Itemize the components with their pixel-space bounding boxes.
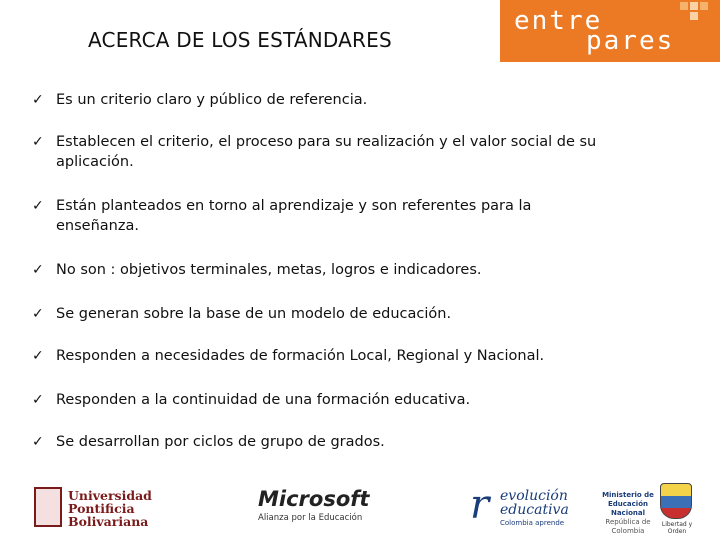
bullet-item xyxy=(32,132,602,172)
upb-shield-icon xyxy=(34,487,62,527)
revolucion-line2: educativa xyxy=(500,502,569,518)
bullet-text: Responden a necesidades de formación Local, Regional y Nacional. xyxy=(56,348,545,364)
bullet-text: No son : objetivos terminales, metas, logros e indicadores. xyxy=(56,262,482,278)
check-icon: ✓ xyxy=(32,434,44,450)
check-icon: ✓ xyxy=(32,392,44,408)
bullet-item xyxy=(32,196,602,236)
entre-pares-logo xyxy=(500,0,720,62)
microsoft-wordmark: Microsoft xyxy=(258,487,370,511)
ministerio-line2: Educación Nacional xyxy=(608,500,648,517)
ministerio-line1: Ministerio de xyxy=(602,491,654,499)
bullet-text: Se generan sobre la base de un modelo de educación. xyxy=(56,306,452,322)
check-icon: ✓ xyxy=(32,348,44,364)
bullet-text: Responden a la continuidad de una formación educativa. xyxy=(56,392,471,408)
upb-line1: Universidad xyxy=(68,488,152,503)
check-icon: ✓ xyxy=(32,134,44,150)
bullet-item xyxy=(32,390,602,410)
revolucion-line1: evolución xyxy=(500,488,568,504)
colombia-coat-of-arms xyxy=(652,483,702,535)
bullet-text: Están planteados en torno al aprendizaje y son referentes para la enseñanza. xyxy=(56,198,532,234)
check-icon: ✓ xyxy=(32,262,44,278)
revolucion-r-glyph: r xyxy=(470,482,490,528)
check-icon: ✓ xyxy=(32,92,44,108)
ministerio-logo xyxy=(598,491,658,536)
page-title: ACERCA DE LOS ESTÁNDARES xyxy=(88,28,392,52)
bullet-item xyxy=(32,260,602,280)
check-icon: ✓ xyxy=(32,198,44,214)
bullet-text: Establecen el criterio, el proceso para su realización y el valor social de su aplicación. xyxy=(56,134,597,170)
logo-squares xyxy=(680,2,714,20)
bullet-text: Es un criterio claro y público de referencia. xyxy=(56,92,368,108)
footer-logos xyxy=(0,475,720,540)
revolucion-educativa-logo xyxy=(470,483,590,535)
bullet-item xyxy=(32,90,602,110)
logo-line2: pares xyxy=(586,26,675,56)
revolucion-subtitle: Colombia aprende xyxy=(500,519,565,527)
bullet-item xyxy=(32,432,602,452)
bullet-item xyxy=(32,304,602,324)
microsoft-subtitle: Alianza por la Educación xyxy=(258,513,363,523)
logo-line1: entre xyxy=(514,6,603,36)
bullet-item xyxy=(32,346,602,366)
check-icon: ✓ xyxy=(32,306,44,322)
upb-text xyxy=(68,489,152,528)
microsoft-logo xyxy=(258,487,388,531)
ministerio-line3: República de Colombia xyxy=(605,518,651,535)
upb-line2: Pontificia xyxy=(68,501,135,516)
upb-line3: Bolivariana xyxy=(68,514,149,529)
coat-of-arms-icon xyxy=(660,483,692,519)
bullet-text: Se desarrollan por ciclos de grupo de grados. xyxy=(56,434,385,450)
revolucion-text xyxy=(500,489,569,517)
coat-of-arms-motto: Libertad y Orden xyxy=(661,521,693,535)
upb-logo xyxy=(34,487,174,531)
